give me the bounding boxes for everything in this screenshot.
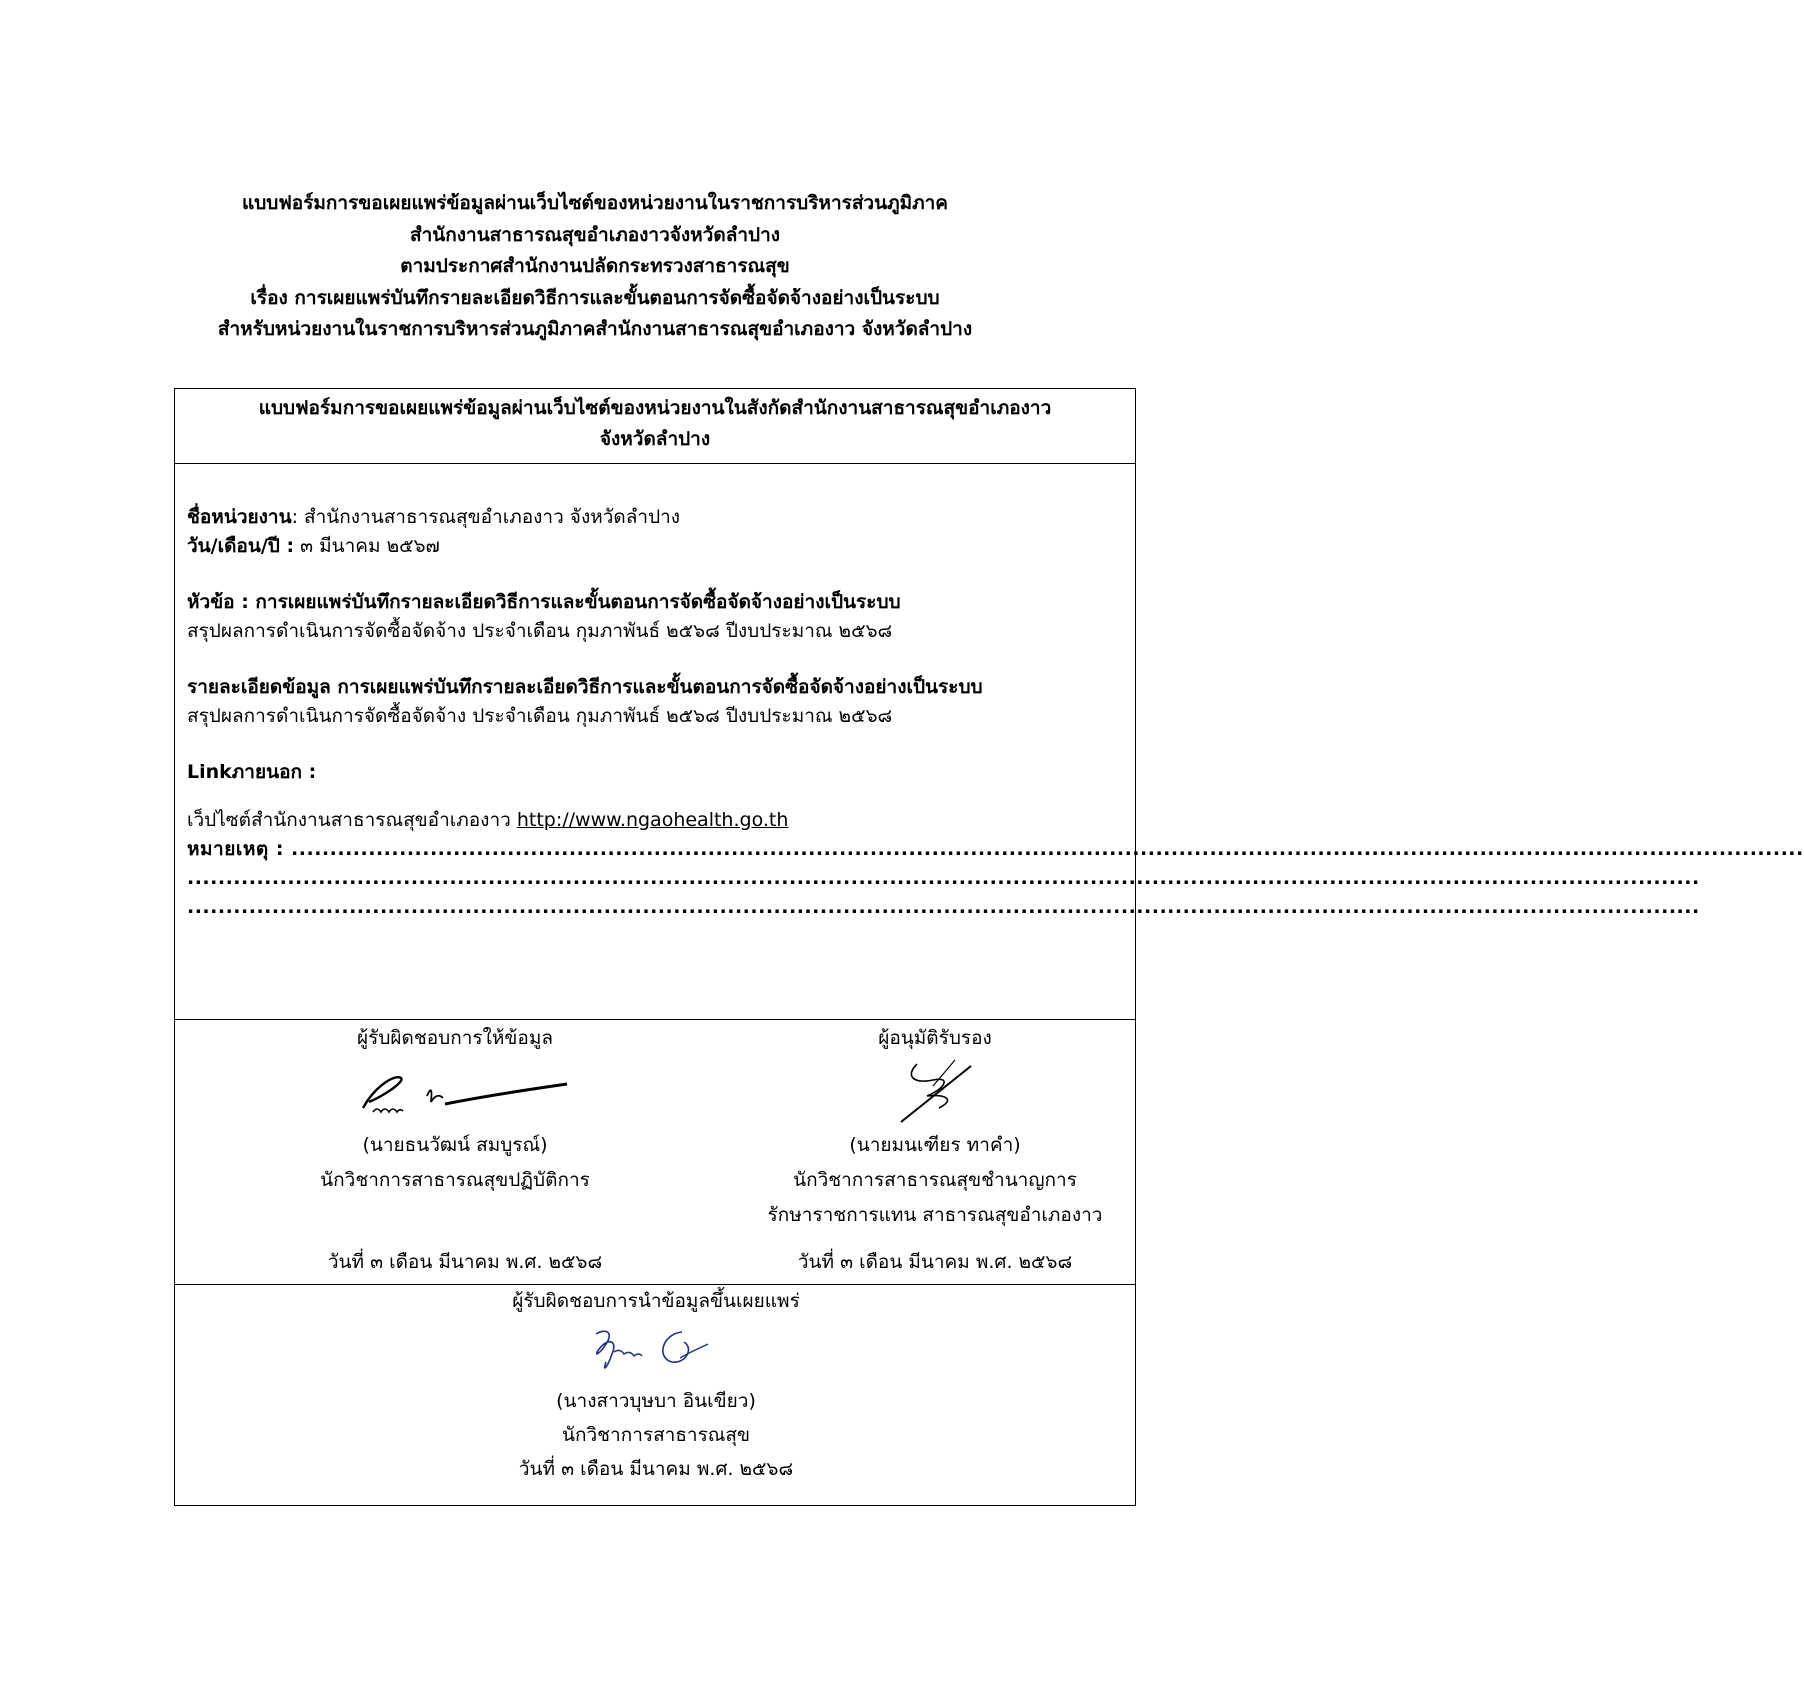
link-label: Linkภายนอก :: [187, 761, 317, 783]
heading-line-3: ตามประกาศสำนักงานปลัดกระทรวงสาธารณสุข: [400, 255, 790, 277]
detail-line: รายละเอียดข้อมูล การเผยแพร่บันทึกรายละเอียดวิธีการและขั้นตอนการจัดซื้อจัดจ้างอย่างเป็นระบบ: [187, 676, 983, 698]
signer-left-position: นักวิชาการสาธารณสุขปฏิบัติการ: [320, 1169, 590, 1191]
signer-bottom-name: (นางสาวบุษบา อินเขียว): [556, 1390, 756, 1412]
unit-value: : สำนักงานสาธารณสุขอำเภองาว จังหวัดลำปาง: [291, 506, 681, 528]
note-label: หมายเหตุ :: [187, 838, 292, 860]
unit-label: ชื่อหน่วยงาน: [187, 506, 292, 528]
signature-left: [335, 1056, 575, 1128]
signer-bottom-role: ผู้รับผิดชอบการนำข้อมูลขึ้นเผยแพร่: [512, 1290, 800, 1312]
unit-row: [187, 503, 1125, 532]
signature-right: [835, 1056, 1035, 1128]
note-dots-3: ....................................................................................................................................................................................................: [187, 896, 1700, 918]
date-label: วัน/เดือน/ปี :: [187, 535, 295, 557]
signer-left-date: วันที่ ๓ เดือน มีนาคม พ.ศ. ๒๕๖๘: [327, 1251, 603, 1273]
signer-bottom: [175, 1284, 1137, 1486]
form-fields: [187, 503, 1804, 922]
box-title-line-1: แบบฟอร์มการขอเผยแพร่ข้อมูลผ่านเว็บไซต์ของหน่วยงานในสังกัดสำนักงานสาธารณสุขอำเภองาว: [258, 397, 1052, 419]
box-title-line-2: จังหวัดลำปาง: [599, 428, 711, 450]
topic-summary: สรุปผลการดำเนินการจัดซื้อจัดจ้าง ประจำเดือน กุมภาพันธ์ ๒๕๖๘ ปีงบประมาณ ๒๕๖๘: [187, 620, 893, 642]
signer-right-acting: รักษาราชการแทน สาธารณสุขอำเภองาว: [767, 1204, 1103, 1226]
signer-right-date: วันที่ ๓ เดือน มีนาคม พ.ศ. ๒๕๖๘: [797, 1251, 1073, 1273]
signer-right-name: (นายมนเฑียร ทาคำ): [849, 1134, 1021, 1156]
heading-line-5: สำหรับหน่วยงานในราชการบริหารส่วนภูมิภาคสำนักงานสาธารณสุขอำเภองาว จังหวัดลำปาง: [217, 318, 973, 340]
signer-right: [725, 1021, 1145, 1233]
signer-left: [285, 1021, 625, 1198]
note-row: [187, 835, 1804, 864]
signer-right-role: ผู้อนุมัติรับรอง: [878, 1027, 992, 1049]
date-value: ๓ มีนาคม ๒๕๖๗: [294, 535, 440, 557]
topic-line: หัวข้อ : การเผยแพร่บันทึกรายละเอียดวิธีการและขั้นตอนการจัดซื้อจัดจ้างอย่างเป็นระบบ: [187, 591, 901, 613]
heading-line-4: เรื่อง การเผยแพร่บันทึกรายละเอียดวิธีการและขั้นตอนการจัดซื้อจัดจ้างอย่างเป็นระบบ: [250, 286, 940, 309]
signer-right-position: นักวิชาการสาธารณสุขชำนาญการ: [793, 1169, 1077, 1191]
date-row: [187, 532, 1125, 561]
divider-title: [175, 463, 1135, 464]
form-frame: [174, 388, 1804, 1506]
note-dots-1: ....................................................................................................................................................................................................: [291, 838, 1804, 860]
website-row: [187, 806, 1125, 835]
signature-bottom: [556, 1318, 756, 1384]
document-heading: [0, 188, 1190, 346]
box-title: [175, 393, 1135, 455]
detail-summary: สรุปผลการดำเนินการจัดซื้อจัดจ้าง ประจำเดือน กุมภาพันธ์ ๒๕๖๘ ปีงบประมาณ ๒๕๖๘: [187, 705, 893, 727]
website-text: เว็ปไซต์สำนักงานสาธารณสุขอำเภองาว: [187, 809, 517, 831]
signer-left-name: (นายธนวัฒน์ สมบูรณ์): [362, 1134, 548, 1156]
signer-bottom-date: วันที่ ๓ เดือน มีนาคม พ.ศ. ๒๕๖๘: [518, 1458, 794, 1480]
heading-line-2: สำนักงานสาธารณสุขอำเภองาวจังหวัดลำปาง: [409, 223, 781, 246]
note-dots-2: ....................................................................................................................................................................................................: [187, 867, 1700, 889]
signer-bottom-position: นักวิชาการสาธารณสุข: [561, 1424, 751, 1446]
heading-line-1: แบบฟอร์มการขอเผยแพร่ข้อมูลผ่านเว็บไซต์ของหน่วยงานในราชการบริหารส่วนภูมิภาค: [241, 192, 949, 214]
signer-left-role: ผู้รับผิดชอบการให้ข้อมูล: [357, 1027, 553, 1049]
divider-signers: [175, 1019, 1135, 1020]
website-link[interactable]: http://www.ngaohealth.go.th: [516, 809, 789, 831]
